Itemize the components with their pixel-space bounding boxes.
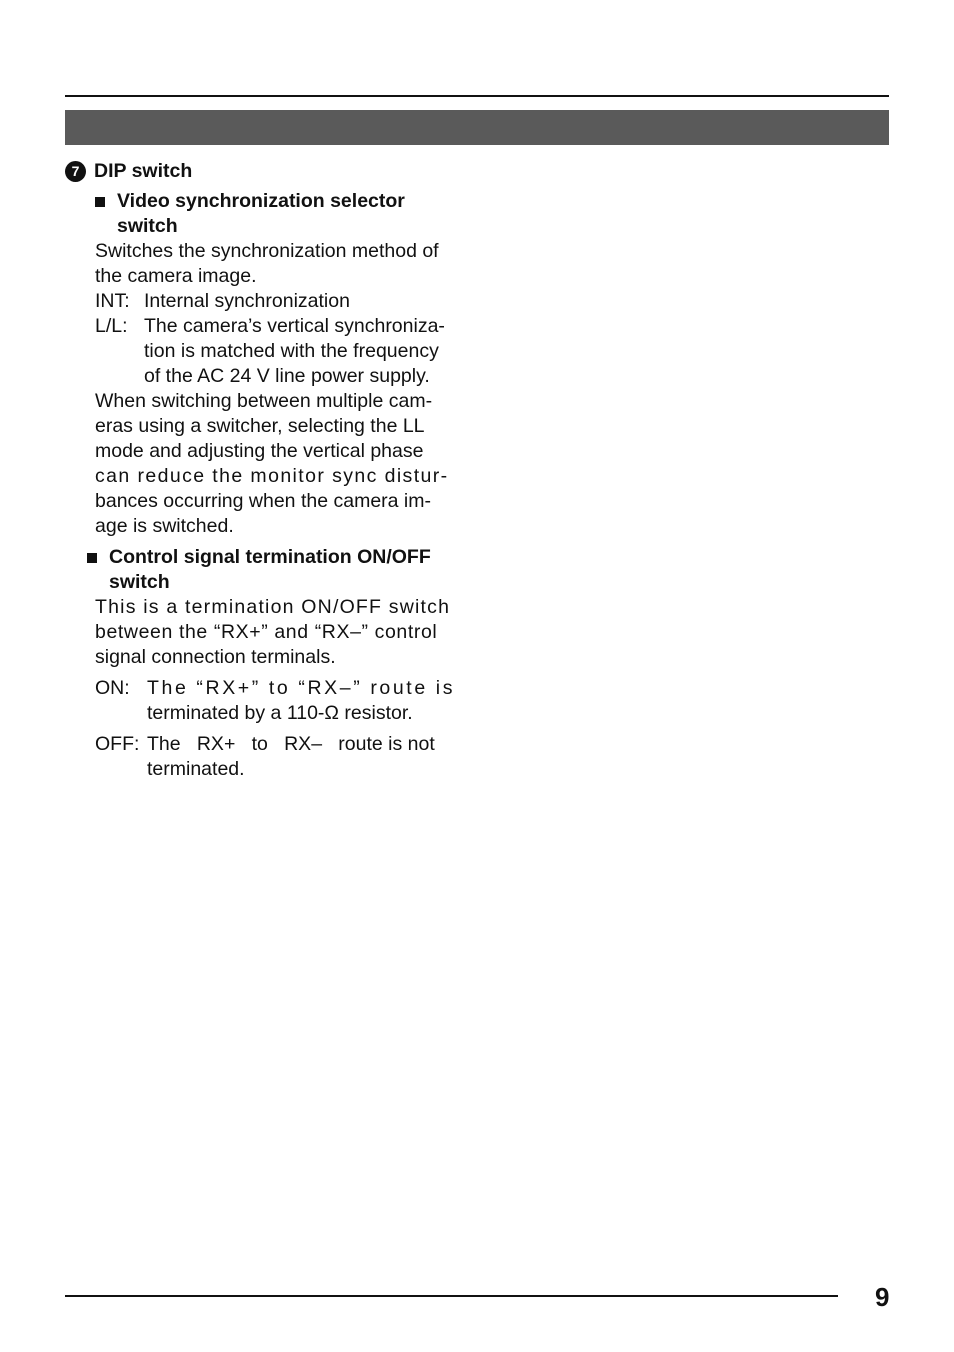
- off-description: [147, 732, 460, 782]
- text-line: When switching between multiple cam-: [95, 390, 433, 412]
- text-line: terminated by a 110-Ω resistor.: [147, 702, 413, 724]
- int-term: INT:: [95, 290, 130, 312]
- video-sync-heading: [95, 189, 460, 239]
- text-line: Switches the synchronization method of: [95, 240, 439, 262]
- text-line: mode and adjusting the vertical phase: [95, 440, 424, 462]
- video-sync-heading-line: switch: [117, 215, 178, 237]
- square-bullet-icon: [87, 553, 97, 563]
- top-rule: [65, 95, 889, 97]
- video-sync-note: [95, 389, 460, 539]
- page-number: 9: [875, 1282, 890, 1312]
- bottom-rule: [65, 1295, 838, 1297]
- termination-heading-line: switch: [109, 571, 170, 593]
- video-sync-section: [95, 189, 460, 782]
- off-term: OFF:: [95, 733, 140, 755]
- text-line: can reduce the monitor sync distur-: [95, 465, 449, 487]
- video-sync-intro: [95, 239, 460, 289]
- ll-description: [144, 314, 460, 389]
- text-line: signal connection terminals.: [95, 646, 336, 668]
- termination-intro: [95, 595, 460, 670]
- square-bullet-icon: [95, 197, 105, 207]
- ll-term: L/L:: [95, 315, 128, 337]
- ll-definition: [95, 314, 460, 389]
- video-sync-heading-line: Video synchronization selector: [117, 190, 405, 212]
- page-content: [65, 157, 460, 782]
- text-line: The RX+ to RX– route is not: [147, 733, 435, 755]
- text-line: between the “RX+” and “RX–” control: [95, 621, 438, 643]
- text-line: This is a termination ON/OFF switch: [95, 596, 451, 618]
- text-line: the camera image.: [95, 265, 257, 287]
- off-definition: [95, 732, 460, 782]
- text-line: eras using a switcher, selecting the LL: [95, 415, 425, 437]
- text-line: bances occurring when the camera im-: [95, 490, 431, 512]
- int-description: Internal synchronization: [144, 290, 350, 312]
- termination-heading-line: Control signal termination ON/OFF: [109, 546, 431, 568]
- section-header-band: [65, 110, 889, 145]
- on-description: [147, 676, 460, 726]
- text-line: terminated.: [147, 758, 245, 780]
- on-definition: [95, 676, 460, 726]
- text-line: tion is matched with the frequency: [144, 340, 439, 362]
- text-line: The “RX+” to “RX–” route is: [147, 677, 456, 699]
- on-term: ON:: [95, 677, 130, 699]
- dip-switch-title: DIP switch: [94, 159, 193, 182]
- text-line: The camera’s vertical synchroniza-: [144, 315, 445, 337]
- text-line: age is switched.: [95, 515, 234, 537]
- number-7-icon: 7: [65, 161, 86, 182]
- int-definition: [95, 289, 460, 314]
- termination-heading: [87, 545, 460, 595]
- text-line: of the AC 24 V line power supply.: [144, 365, 430, 387]
- dip-switch-heading: [65, 157, 460, 185]
